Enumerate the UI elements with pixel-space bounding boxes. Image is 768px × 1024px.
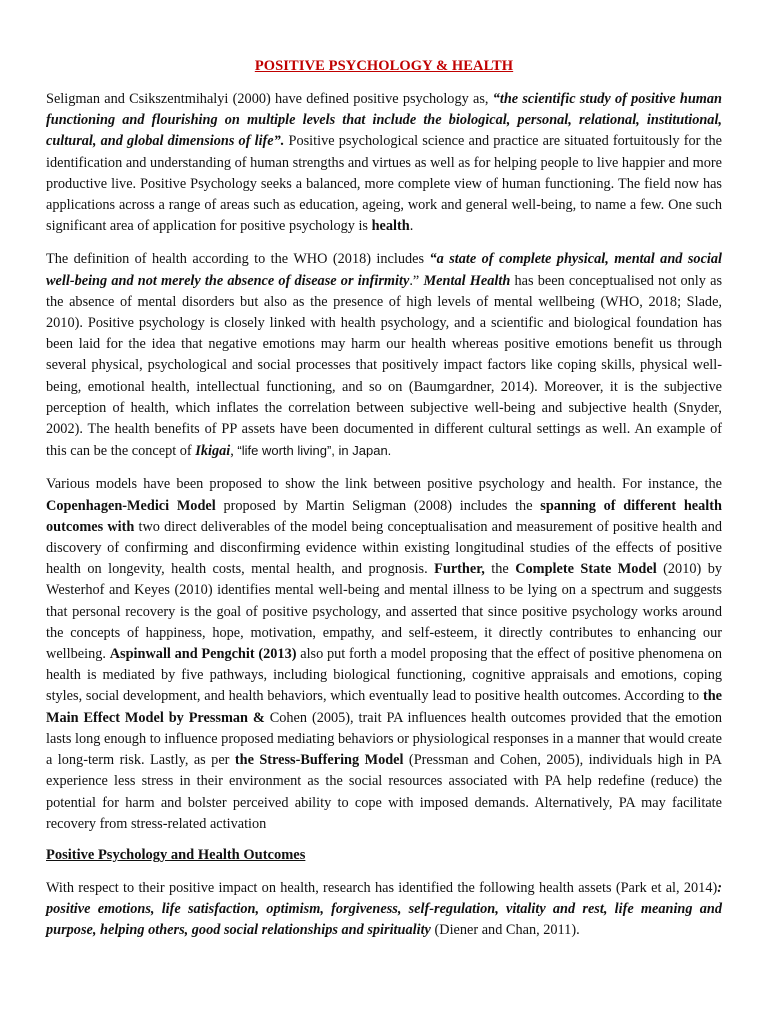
paragraph-who-health	[46, 249, 722, 462]
p3-bold-aspinwall: Aspinwall and Pengchit (2013)	[109, 646, 297, 663]
p3-text-4: the	[484, 561, 516, 578]
paragraph-models	[46, 474, 722, 834]
p3-bold-spanning: spanning of different health outcomes with	[46, 497, 722, 535]
p3-text-5: (2010) by Westerhof and Keyes (2010) identifies mental well-being and mental illness to be lying on a spectrum and suggests that personal recovery is the goal of positive psychology, and asserted that since positive psychology works around the concepts of happiness, hope, motivation, empathy, and self-esteem, it directly contributes to enhancing our wellbeing.	[46, 561, 722, 663]
p3-bold-main-effect: the Main Effect Model by Pressman &	[46, 688, 722, 726]
p2-bold-mental-health: Mental Health	[423, 272, 511, 289]
p1-text-2: Positive psychological science and practice are situated fortuitously for the identification and understanding of human strengths and virtues as well as for helping people to live happier and more productive live. Positive Psychology seeks a balanced, more complete view of human functioning. The field now has applications across a range of areas such as education, ageing, work and general well-being, to name a few. One such significant area of application for positive psychology is	[46, 133, 722, 235]
p2-text-1: The definition of health according to the WHO (2018) includes	[46, 251, 430, 268]
paragraph-health-assets	[46, 878, 722, 942]
p3-text-6: also put forth a model proposing that the effect of positive phenomena on health is mediated by five pathways, including biological functioning, cognitive appraisals and emotions, coping styles, social development, and health behaviors, which eventually lead to positive health outcomes. According to	[46, 646, 723, 705]
paragraph-definition	[46, 89, 722, 237]
p4-text-2: (Diener and Chan, 2011).	[430, 922, 580, 939]
p1-quote: “the scientific study of positive human functioning and flourishing on multiple levels that include the biological, personal, relational, institutional, cultural, and global dimensions of life”.	[46, 91, 722, 150]
p3-bold-stress-buffering: the Stress-Buffering Model	[234, 752, 404, 769]
p4-text-1: With respect to their positive impact on health, research has identified the following health assets (Park et al, 2014)	[46, 879, 718, 896]
p3-text-3: two direct deliverables of the model being conceptualisation and measurement of positive health and discovery of confirming and disconfirming evidence within existing longitudinal studies of the effects of positive health on longevity, health costs, mental health, and prognosis.	[46, 518, 722, 578]
p3-bold-copenhagen: Copenhagen-Medici Model	[46, 497, 216, 514]
p2-text-3: has been conceptualised not only as the absence of mental disorders but also as the presence of high levels of mental wellbeing (WHO, 2018; Slade, 2010). Positive psychology is closely linked with health psychology, and a scientific and biological foundation has been laid for the idea that negative emotions may harm our health whereas positive emotions benefit us through several physical, psychological and social processes that positively impact factors like coping skills, physical well-being, emotional health, intellectual functioning, and so on (Baumgardner, 2014). Moreover, it is the subjective perception of health, which inflates the correlation between subjective well-being and subjective health (Snyder, 2002). The health benefits of PP assets have been documented in different cultural settings as well. An example of this can be the concept of	[46, 272, 723, 460]
p1-text-3: .	[409, 218, 414, 235]
p2-text-4: ,	[230, 443, 238, 460]
p3-text-2: proposed by Martin Seligman (2008) includes the	[215, 497, 541, 514]
document-title: POSITIVE PSYCHOLOGY & HEALTH	[254, 58, 514, 74]
p3-text-1: Various models have been proposed to show the link between positive psychology and health. For instance, the	[46, 476, 722, 493]
p3-bold-complete-state: Complete State Model	[515, 561, 657, 578]
p4-assets-list: : positive emotions, life satisfaction, optimism, forgiveness, self-regulation, vitality and rest, life meaning and purpose, helping others, good social relationships and spirituality	[46, 879, 722, 939]
p1-text-1: Seligman and Csikszentmihalyi (2000) have defined positive psychology as,	[46, 91, 493, 107]
p2-quote: “a state of complete physical, mental and social well-being and not merely the absence of disease or infirmity	[46, 251, 723, 289]
p2-text-2: .”	[409, 272, 424, 289]
p3-text-7: Cohen (2005), trait PA influences health outcomes provided that the emotion lasts long enough to influence proposed mediating behaviors or physiological responses in a manner that would create a long-term risk. Lastly, as per	[46, 709, 722, 769]
p2-bold-ikigai: Ikigai	[195, 443, 231, 460]
p2-life-worth-living: “life worth living”, in Japan.	[237, 443, 392, 459]
p3-text-8: (Pressman and Cohen, 2005), individuals high in PA experience less stress in their environment as the social resources associated with PA help redefine (reduce) the potential for harm and bolster perceived ability to cope with imposed demands. Alternatively, PA may facilitate recovery from stress-related activation	[46, 752, 722, 832]
p3-bold-further: Further,	[434, 561, 485, 578]
p1-bold-health: health	[371, 218, 410, 235]
section-heading-health-outcomes: Positive Psychology and Health Outcomes	[46, 846, 306, 863]
